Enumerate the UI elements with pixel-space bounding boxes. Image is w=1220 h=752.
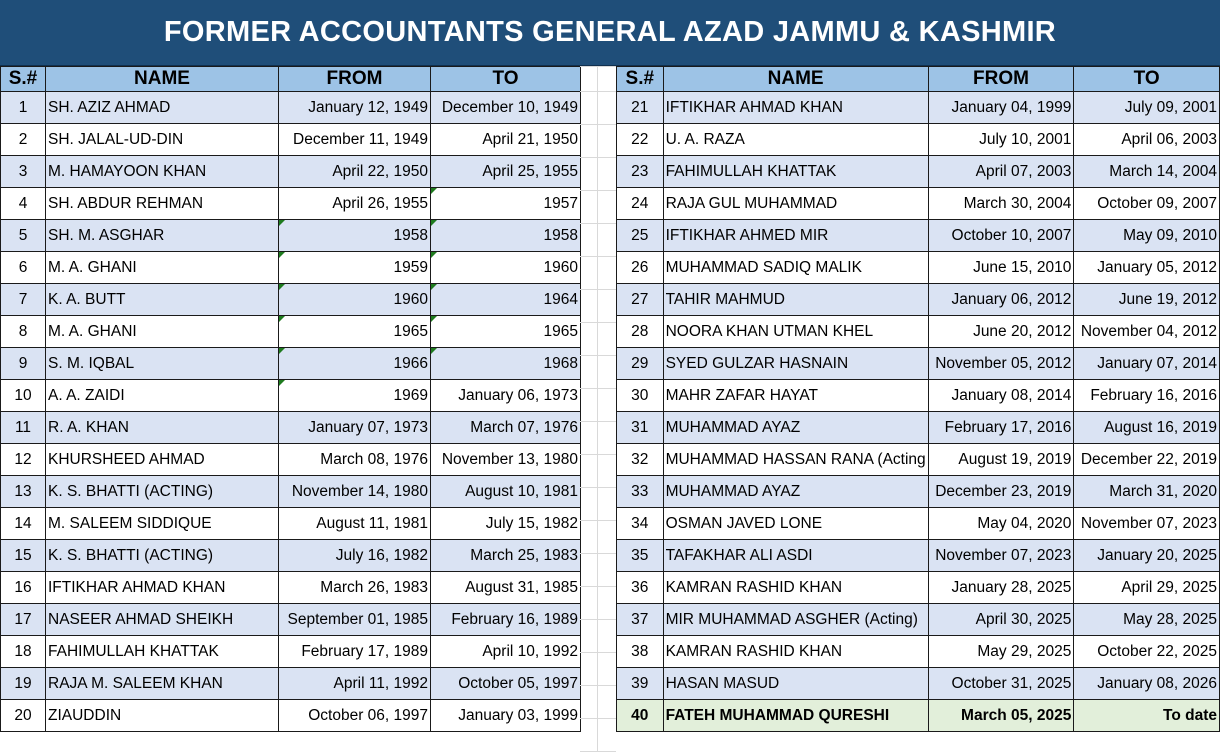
cell-name[interactable]: M. HAMAYOON KHAN: [46, 156, 279, 188]
table-row: [617, 700, 1220, 732]
cell-sn[interactable]: 25: [617, 220, 664, 252]
cell-name[interactable]: SH. JALAL-UD-DIN: [46, 124, 279, 156]
cell-name[interactable]: K. A. BUTT: [46, 284, 279, 316]
header-to: TO: [431, 67, 581, 92]
left-table: [0, 66, 581, 732]
cell-sn[interactable]: 2: [1, 124, 46, 156]
table-row: [617, 444, 1220, 476]
table-row: [1, 380, 581, 412]
cell-from[interactable]: January 04, 1999: [928, 92, 1074, 124]
cell-from[interactable]: January 06, 2012: [928, 284, 1074, 316]
table-row: [617, 284, 1220, 316]
cell-to[interactable]: April 29, 2025: [1074, 572, 1220, 604]
header-row: [617, 67, 1220, 92]
page-title: FORMER ACCOUNTANTS GENERAL AZAD JAMMU & KASHMIR: [0, 0, 1220, 66]
table-row: [617, 412, 1220, 444]
table-row: [1, 348, 581, 380]
cell-name[interactable]: RAJA GUL MUHAMMAD: [663, 188, 928, 220]
header-sn: S.#: [617, 67, 664, 92]
cell-sn[interactable]: 36: [617, 572, 664, 604]
header-name: NAME: [663, 67, 928, 92]
gridline: [580, 619, 616, 620]
cell-name[interactable]: IFTIKHAR AHMED MIR: [663, 220, 928, 252]
table-row: [1, 540, 581, 572]
gridline: [580, 421, 616, 422]
cell-from[interactable]: April 26, 1955: [279, 188, 431, 220]
cell-name[interactable]: A. A. ZAIDI: [46, 380, 279, 412]
cell-name[interactable]: NASEER AHMAD SHEIKH: [46, 604, 279, 636]
cell-from[interactable]: March 26, 1983: [279, 572, 431, 604]
cell-name[interactable]: TAHIR MAHMUD: [663, 284, 928, 316]
cell-sn[interactable]: 23: [617, 156, 664, 188]
cell-name[interactable]: SH. M. ASGHAR: [46, 220, 279, 252]
cell-sn[interactable]: 5: [1, 220, 46, 252]
cell-from[interactable]: April 22, 1950: [279, 156, 431, 188]
cell-from[interactable]: July 16, 1982: [279, 540, 431, 572]
cell-to[interactable]: August 31, 1985: [431, 572, 581, 604]
cell-sn[interactable]: 19: [1, 668, 46, 700]
cell-from[interactable]: April 11, 1992: [279, 668, 431, 700]
cell-name[interactable]: MUHAMMAD AYAZ: [663, 412, 928, 444]
cell-sn[interactable]: 16: [1, 572, 46, 604]
cell-from[interactable]: November 05, 2012: [928, 348, 1074, 380]
cell-to[interactable]: 1957: [431, 188, 581, 220]
cell-from[interactable]: March 30, 2004: [928, 188, 1074, 220]
cell-name[interactable]: KAMRAN RASHID KHAN: [663, 636, 928, 668]
cell-name[interactable]: OSMAN JAVED LONE: [663, 508, 928, 540]
table-row: [1, 700, 581, 732]
cell-from[interactable]: 1959: [279, 252, 431, 284]
cell-from[interactable]: January 08, 2014: [928, 380, 1074, 412]
table-row: [617, 124, 1220, 156]
table-row: [1, 412, 581, 444]
gridline: [580, 124, 616, 125]
cell-to[interactable]: November 07, 2023: [1074, 508, 1220, 540]
cell-sn[interactable]: 40: [617, 700, 664, 732]
cell-to[interactable]: April 21, 1950: [431, 124, 581, 156]
gridline: [580, 718, 616, 719]
table-row: [1, 476, 581, 508]
table-row: [1, 252, 581, 284]
cell-to[interactable]: April 06, 2003: [1074, 124, 1220, 156]
cell-sn[interactable]: 3: [1, 156, 46, 188]
cell-from[interactable]: July 10, 2001: [928, 124, 1074, 156]
cell-sn[interactable]: 7: [1, 284, 46, 316]
table-row: [617, 188, 1220, 220]
cell-to[interactable]: February 16, 1989: [431, 604, 581, 636]
cell-name[interactable]: M. A. GHANI: [46, 316, 279, 348]
cell-to[interactable]: January 06, 1973: [431, 380, 581, 412]
cell-from[interactable]: August 11, 1981: [279, 508, 431, 540]
cell-from[interactable]: 1958: [279, 220, 431, 252]
table-row: [617, 348, 1220, 380]
gridline: [597, 66, 598, 751]
gridline: [580, 586, 616, 587]
cell-from[interactable]: December 11, 1949: [279, 124, 431, 156]
cell-to[interactable]: January 08, 2026: [1074, 668, 1220, 700]
cell-from[interactable]: October 06, 1997: [279, 700, 431, 732]
cell-sn[interactable]: 10: [1, 380, 46, 412]
cell-to[interactable]: 1964: [431, 284, 581, 316]
cell-from[interactable]: April 30, 2025: [928, 604, 1074, 636]
header-row: [1, 67, 581, 92]
table-row: [617, 540, 1220, 572]
table-row: [1, 604, 581, 636]
cell-to[interactable]: October 09, 2007: [1074, 188, 1220, 220]
cell-to[interactable]: June 19, 2012: [1074, 284, 1220, 316]
cell-name[interactable]: FAHIMULLAH KHATTAK: [46, 636, 279, 668]
gridline: [580, 652, 616, 653]
table-row: [617, 380, 1220, 412]
header-sn: S.#: [1, 67, 46, 92]
table-row: [1, 188, 581, 220]
table-row: [617, 156, 1220, 188]
cell-to[interactable]: November 04, 2012: [1074, 316, 1220, 348]
cell-sn[interactable]: 22: [617, 124, 664, 156]
cell-name[interactable]: HASAN MASUD: [663, 668, 928, 700]
cell-from[interactable]: December 23, 2019: [928, 476, 1074, 508]
cell-to[interactable]: March 14, 2004: [1074, 156, 1220, 188]
cell-from[interactable]: November 14, 1980: [279, 476, 431, 508]
cell-sn[interactable]: 8: [1, 316, 46, 348]
cell-name[interactable]: NOORA KHAN UTMAN KHEL: [663, 316, 928, 348]
gridline: [580, 157, 616, 158]
cell-from[interactable]: 1965: [279, 316, 431, 348]
cell-sn[interactable]: 39: [617, 668, 664, 700]
cell-name[interactable]: K. S. BHATTI (ACTING): [46, 476, 279, 508]
cell-name[interactable]: FAHIMULLAH KHATTAK: [663, 156, 928, 188]
cell-from[interactable]: January 12, 1949: [279, 92, 431, 124]
cell-from[interactable]: 1960: [279, 284, 431, 316]
cell-sn[interactable]: 9: [1, 348, 46, 380]
cell-from[interactable]: October 31, 2025: [928, 668, 1074, 700]
table-row: [617, 316, 1220, 348]
cell-name[interactable]: SH. AZIZ AHMAD: [46, 92, 279, 124]
cell-sn[interactable]: 35: [617, 540, 664, 572]
cell-sn[interactable]: 1: [1, 92, 46, 124]
cell-to[interactable]: 1965: [431, 316, 581, 348]
gridline: [580, 553, 616, 554]
cell-from[interactable]: February 17, 1989: [279, 636, 431, 668]
cell-to[interactable]: To date: [1074, 700, 1220, 732]
cell-from[interactable]: August 19, 2019: [928, 444, 1074, 476]
cell-to[interactable]: February 16, 2016: [1074, 380, 1220, 412]
cell-to[interactable]: March 07, 1976: [431, 412, 581, 444]
cell-name[interactable]: R. A. KHAN: [46, 412, 279, 444]
cell-to[interactable]: January 03, 1999: [431, 700, 581, 732]
cell-sn[interactable]: 31: [617, 412, 664, 444]
gridline: [580, 91, 616, 92]
cell-from[interactable]: January 28, 2025: [928, 572, 1074, 604]
cell-sn[interactable]: 24: [617, 188, 664, 220]
cell-from[interactable]: March 05, 2025: [928, 700, 1074, 732]
cell-sn[interactable]: 38: [617, 636, 664, 668]
gridline: [580, 322, 616, 323]
cell-name[interactable]: U. A. RAZA: [663, 124, 928, 156]
cell-sn[interactable]: 30: [617, 380, 664, 412]
header-from: FROM: [279, 67, 431, 92]
table-row: [1, 572, 581, 604]
cell-name[interactable]: M. A. GHANI: [46, 252, 279, 284]
right-table: [616, 66, 1220, 732]
cell-to[interactable]: March 25, 1983: [431, 540, 581, 572]
cell-from[interactable]: 1966: [279, 348, 431, 380]
cell-sn[interactable]: 14: [1, 508, 46, 540]
cell-sn[interactable]: 34: [617, 508, 664, 540]
cell-sn[interactable]: 15: [1, 540, 46, 572]
table-row: [617, 668, 1220, 700]
cell-sn[interactable]: 18: [1, 636, 46, 668]
cell-sn[interactable]: 13: [1, 476, 46, 508]
cell-to[interactable]: March 31, 2020: [1074, 476, 1220, 508]
cell-to[interactable]: May 09, 2010: [1074, 220, 1220, 252]
gridline: [580, 355, 616, 356]
table-row: [617, 604, 1220, 636]
cell-from[interactable]: 1969: [279, 380, 431, 412]
gridline: [580, 289, 616, 290]
cell-sn[interactable]: 11: [1, 412, 46, 444]
gridline: [580, 520, 616, 521]
cell-to[interactable]: 1958: [431, 220, 581, 252]
cell-from[interactable]: June 20, 2012: [928, 316, 1074, 348]
table-row: [1, 92, 581, 124]
table-row: [1, 668, 581, 700]
cell-name[interactable]: MIR MUHAMMAD ASGHER (Acting): [663, 604, 928, 636]
table-row: [617, 476, 1220, 508]
cell-to[interactable]: January 07, 2014: [1074, 348, 1220, 380]
cell-name[interactable]: RAJA M. SALEEM KHAN: [46, 668, 279, 700]
gridline: [580, 256, 616, 257]
cell-from[interactable]: May 04, 2020: [928, 508, 1074, 540]
cell-name[interactable]: KHURSHEED AHMAD: [46, 444, 279, 476]
gridline: [580, 223, 616, 224]
cell-from[interactable]: January 07, 1973: [279, 412, 431, 444]
gridline: [580, 66, 616, 67]
cell-sn[interactable]: 6: [1, 252, 46, 284]
cell-sn[interactable]: 29: [617, 348, 664, 380]
cell-sn[interactable]: 28: [617, 316, 664, 348]
table-row: [617, 572, 1220, 604]
cell-sn[interactable]: 27: [617, 284, 664, 316]
cell-sn[interactable]: 17: [1, 604, 46, 636]
cell-to[interactable]: 1960: [431, 252, 581, 284]
cell-from[interactable]: June 15, 2010: [928, 252, 1074, 284]
cell-sn[interactable]: 4: [1, 188, 46, 220]
cell-from[interactable]: November 07, 2023: [928, 540, 1074, 572]
cell-to[interactable]: October 22, 2025: [1074, 636, 1220, 668]
cell-name[interactable]: K. S. BHATTI (ACTING): [46, 540, 279, 572]
cell-to[interactable]: October 05, 1997: [431, 668, 581, 700]
cell-sn[interactable]: 32: [617, 444, 664, 476]
cell-sn[interactable]: 26: [617, 252, 664, 284]
cell-from[interactable]: March 08, 1976: [279, 444, 431, 476]
cell-name[interactable]: M. SALEEM SIDDIQUE: [46, 508, 279, 540]
table-row: [1, 156, 581, 188]
cell-name[interactable]: MUHAMMAD HASSAN RANA (Acting: [663, 444, 928, 476]
cell-to[interactable]: January 20, 2025: [1074, 540, 1220, 572]
gridline: [580, 388, 616, 389]
table-row: [1, 636, 581, 668]
cell-sn[interactable]: 21: [617, 92, 664, 124]
table-row: [1, 508, 581, 540]
table-row: [1, 316, 581, 348]
table-row: [617, 636, 1220, 668]
cell-to[interactable]: December 22, 2019: [1074, 444, 1220, 476]
cell-to[interactable]: January 05, 2012: [1074, 252, 1220, 284]
cell-name[interactable]: MUHAMMAD AYAZ: [663, 476, 928, 508]
cell-sn[interactable]: 37: [617, 604, 664, 636]
cell-from[interactable]: April 07, 2003: [928, 156, 1074, 188]
cell-to[interactable]: November 13, 1980: [431, 444, 581, 476]
cell-name[interactable]: SH. ABDUR REHMAN: [46, 188, 279, 220]
cell-to[interactable]: August 16, 2019: [1074, 412, 1220, 444]
cell-name[interactable]: IFTIKHAR AHMAD KHAN: [663, 92, 928, 124]
cell-name[interactable]: ZIAUDDIN: [46, 700, 279, 732]
table-row: [1, 124, 581, 156]
cell-name[interactable]: S. M. IQBAL: [46, 348, 279, 380]
table-row: [617, 252, 1220, 284]
cell-to[interactable]: August 10, 1981: [431, 476, 581, 508]
cell-name[interactable]: MUHAMMAD SADIQ MALIK: [663, 252, 928, 284]
cell-to[interactable]: May 28, 2025: [1074, 604, 1220, 636]
gridline: [580, 190, 616, 191]
cell-sn[interactable]: 12: [1, 444, 46, 476]
table-row: [617, 220, 1220, 252]
cell-from[interactable]: February 17, 2016: [928, 412, 1074, 444]
cell-from[interactable]: October 10, 2007: [928, 220, 1074, 252]
header-name: NAME: [46, 67, 279, 92]
table-row: [1, 220, 581, 252]
cell-name[interactable]: FATEH MUHAMMAD QURESHI: [663, 700, 928, 732]
table-row: [617, 508, 1220, 540]
cell-sn[interactable]: 20: [1, 700, 46, 732]
cell-to[interactable]: July 15, 1982: [431, 508, 581, 540]
cell-name[interactable]: IFTIKHAR AHMAD KHAN: [46, 572, 279, 604]
cell-from[interactable]: September 01, 1985: [279, 604, 431, 636]
gridline: [580, 454, 616, 455]
gridline: [580, 685, 616, 686]
cell-name[interactable]: SYED GULZAR HASNAIN: [663, 348, 928, 380]
table-row: [1, 284, 581, 316]
cell-name[interactable]: MAHR ZAFAR HAYAT: [663, 380, 928, 412]
cell-to[interactable]: December 10, 1949: [431, 92, 581, 124]
cell-sn[interactable]: 33: [617, 476, 664, 508]
cell-name[interactable]: TAFAKHAR ALI ASDI: [663, 540, 928, 572]
cell-to[interactable]: 1968: [431, 348, 581, 380]
table-row: [617, 92, 1220, 124]
cell-to[interactable]: April 25, 1955: [431, 156, 581, 188]
header-to: TO: [1074, 67, 1220, 92]
cell-name[interactable]: KAMRAN RASHID KHAN: [663, 572, 928, 604]
cell-to[interactable]: April 10, 1992: [431, 636, 581, 668]
table-row: [1, 444, 581, 476]
gridline: [580, 487, 616, 488]
cell-to[interactable]: July 09, 2001: [1074, 92, 1220, 124]
cell-from[interactable]: May 29, 2025: [928, 636, 1074, 668]
header-from: FROM: [928, 67, 1074, 92]
